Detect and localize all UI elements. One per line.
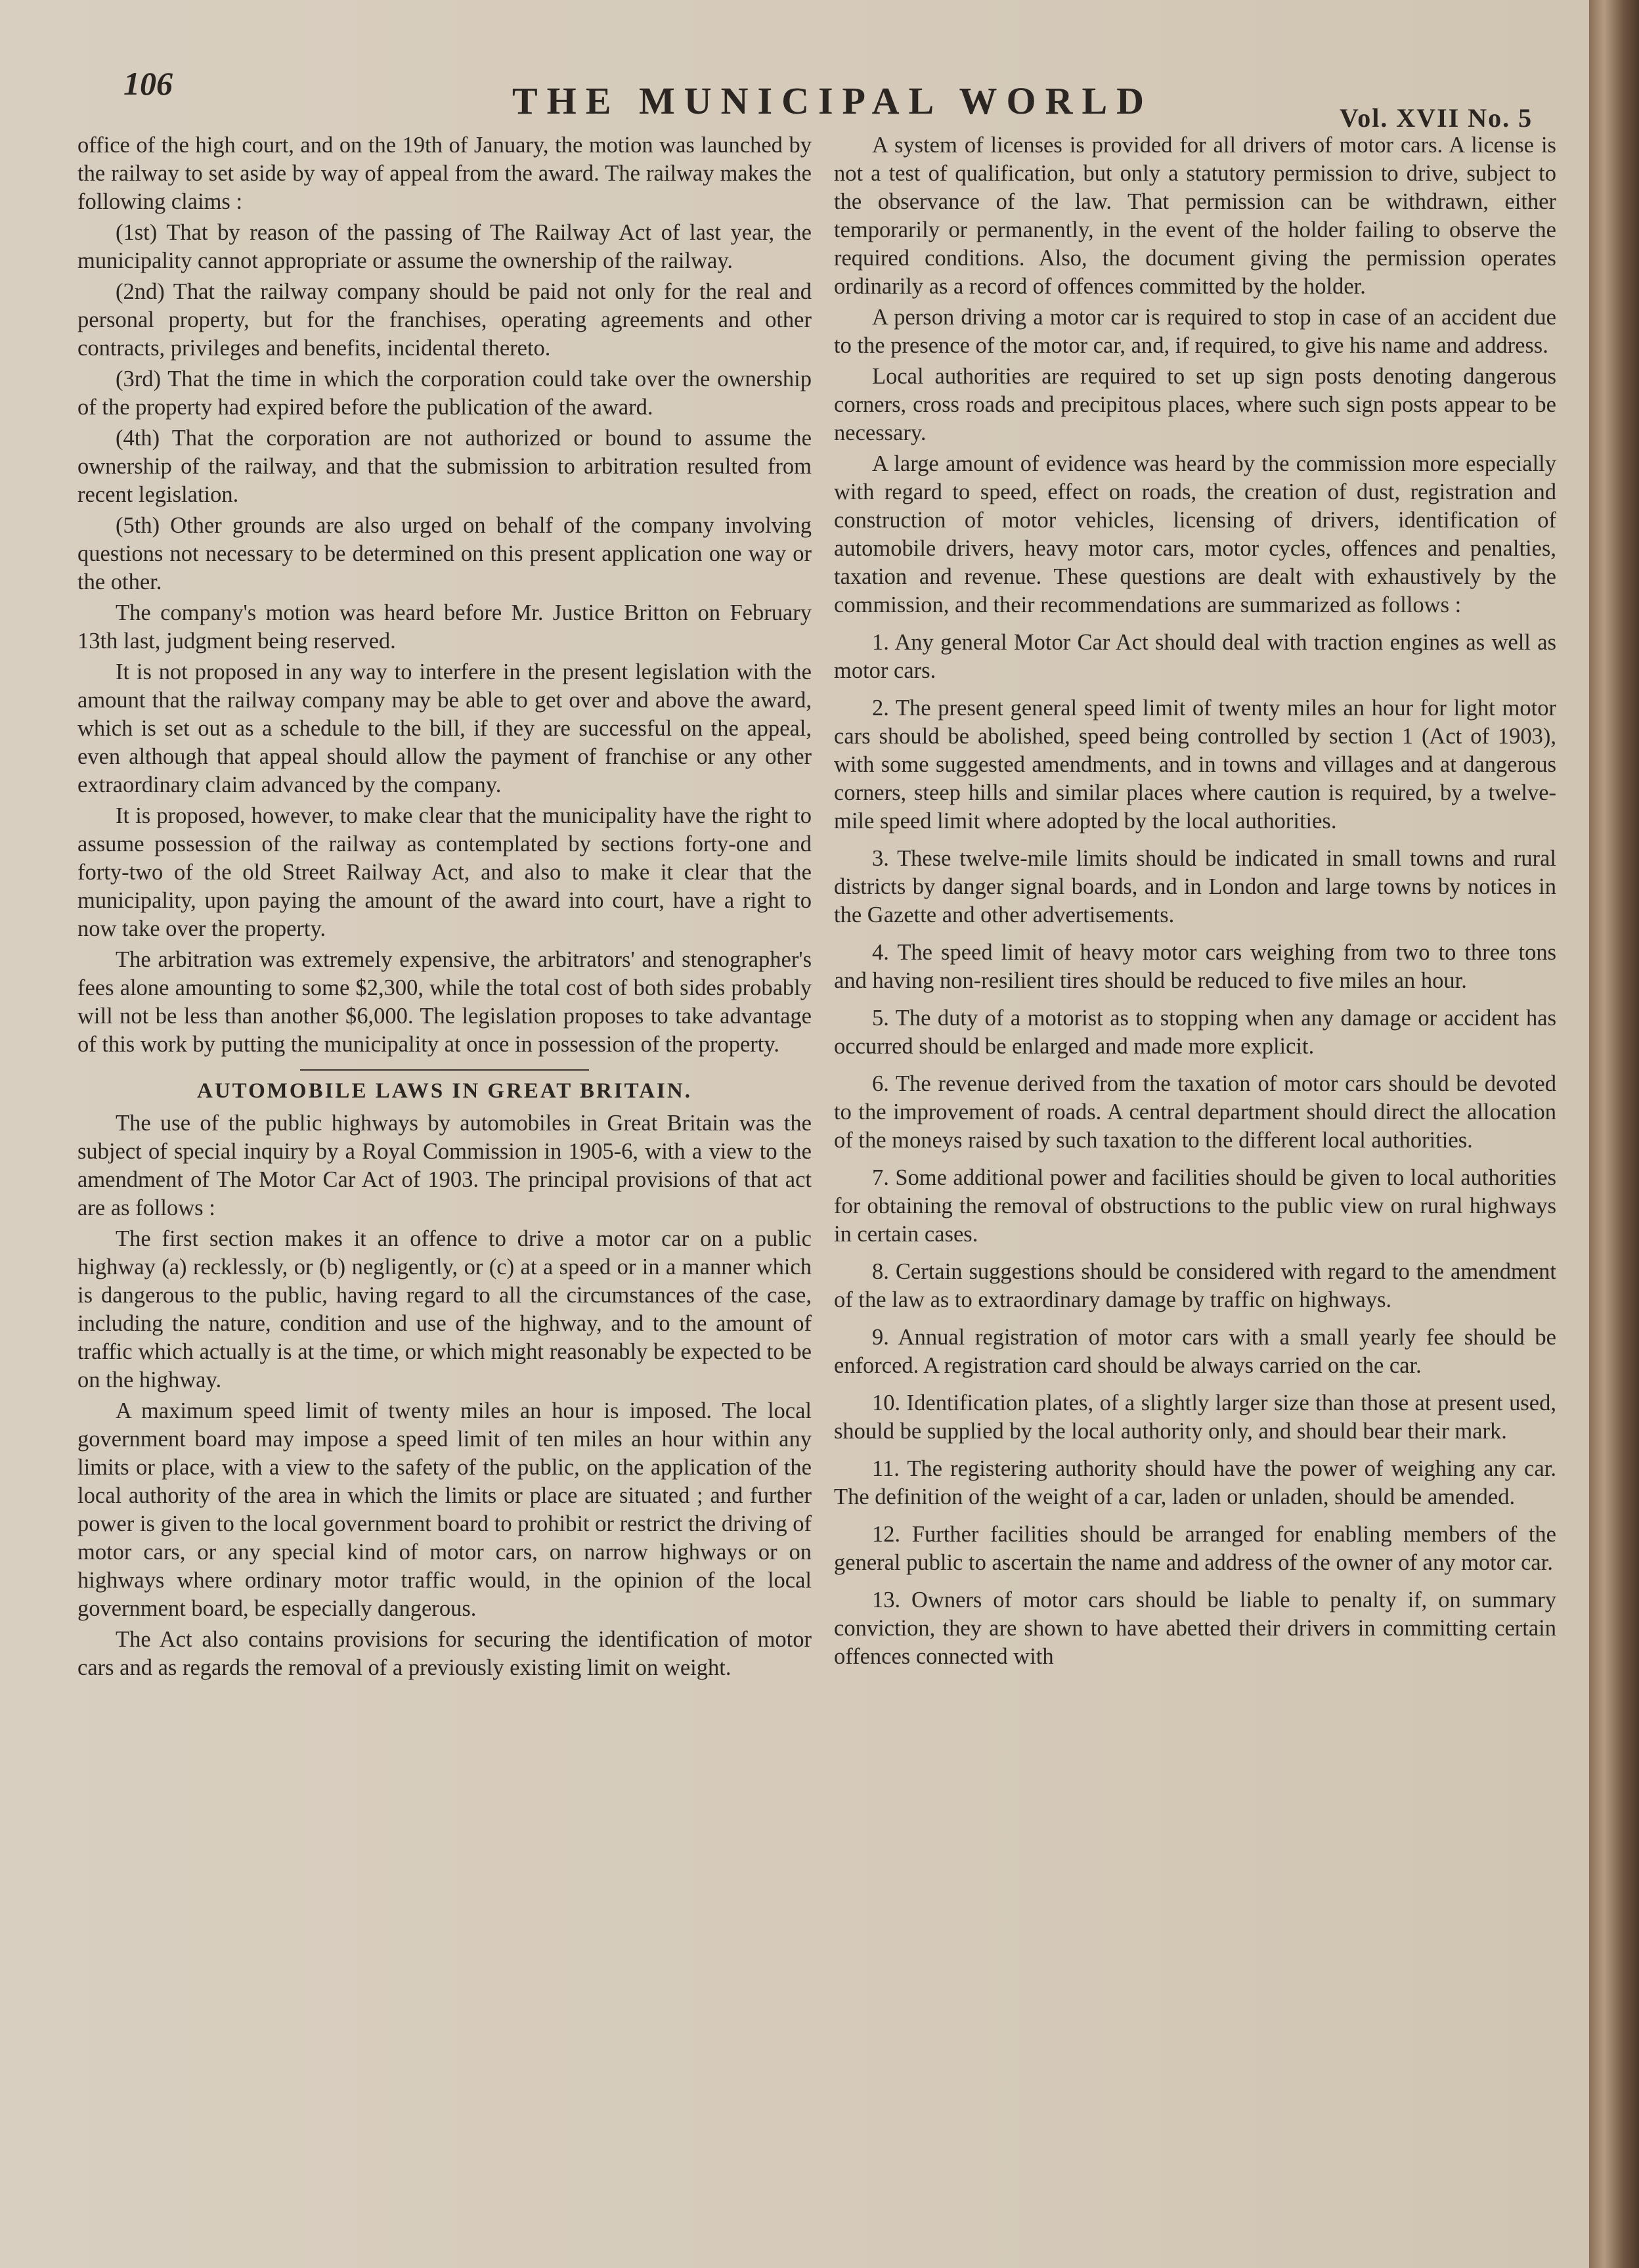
recommendation-item: 4. The speed limit of heavy motor cars weighing from two to three tons and having non-resilient tires should be reduced to five miles an hour.: [834, 940, 1556, 993]
paragraph: It is proposed, however, to make clear that the municipality have the right to assume possession of the railway as contemplated by sections forty-one and forty-two of the old Street Railway Act, and also to make it clear that the municipality, upon paying the amount of the award into court, have a right to now take over the property.: [77, 803, 812, 941]
paragraph: The Act also contains provisions for securing the identification of motor cars and as regards the removal of a previously existing limit on weight.: [77, 1627, 812, 1680]
paragraph: A person driving a motor car is required to stop in case of an accident due to the presence of the motor car, and, if required, to give his name and address.: [834, 305, 1556, 358]
recommendation-item: 10. Identification plates, of a slightly larger size than those at present used, should be supplied by the local authority only, and should bear their mark.: [834, 1390, 1556, 1444]
page-edge: [1589, 0, 1639, 2268]
paragraph: The company's motion was heard before Mr. Justice Britton on February 13th last, judgment being reserved.: [77, 600, 812, 654]
automobile-article: [77, 1109, 812, 1682]
recommendation-item: 7. Some additional power and facilities should be given to local authorities for obtaining the removal of obstructions to the public view on rural highways in certain cases.: [834, 1165, 1556, 1247]
paragraph: (1st) That by reason of the passing of The Railway Act of last year, the municipality cannot appropriate or assume the ownership of the railway.: [77, 220, 812, 273]
page-number: 106: [123, 65, 173, 102]
arbitration-article: [77, 131, 812, 1059]
paragraph: The arbitration was extremely expensive, the arbitrators' and stenographer's fees alone amounting to some $2,300, while the total cost of both sides probably will not be less than another $6,000. The legislation proposes to take advantage of this work by putting the municipality at once in possession of the property.: [77, 947, 812, 1057]
recommendation-item: 8. Certain suggestions should be considered with regard to the amendment of the law as to extraordinary damage by traffic on highways.: [834, 1259, 1556, 1312]
paragraph: It is not proposed in any way to interfere in the present legislation with the amount that the railway company may be able to get over and above the award, which is set out as a schedule to the bill, if they are successful on the appeal, even although that appeal should allow the payment of franchise or any other extraordinary claim advanced by the company.: [77, 659, 812, 797]
recommendation-item: 5. The duty of a motorist as to stopping when any damage or accident has occurred should be enlarged and made more explicit.: [834, 1006, 1556, 1059]
volume-number: Vol. XVII No. 5: [1340, 103, 1533, 133]
recommendation-item: 6. The revenue derived from the taxation of motor cars should be devoted to the improvement of roads. A central department should direct the allocation of the moneys raised by such taxation to the different local authorities.: [834, 1071, 1556, 1153]
paragraph: Local authorities are required to set up sign posts denoting dangerous corners, cross roads and precipitous places, where such sign posts appear to be necessary.: [834, 364, 1556, 445]
journal-title: THE MUNICIPAL WORLD: [512, 79, 1154, 122]
recommendation-item: 2. The present general speed limit of twenty miles an hour for light motor cars should be abolished, speed being controlled by section 1 (Act of 1903), with some suggested amendments, and in towns and villages and at dangerous corners, steep hills and similar places where caution is required, by a twelve-mile speed limit where adopted by the local authorities.: [834, 696, 1556, 834]
paragraph: office of the high court, and on the 19th of January, the motion was launched by the railway to set aside by way of appeal from the award. The railway makes the following claims :: [77, 133, 812, 214]
paragraph: (4th) That the corporation are not authorized or bound to assume the ownership of the railway, and that the submission to arbitration resulted from recent legislation.: [77, 426, 812, 507]
recommendation-item: 1. Any general Motor Car Act should deal with traction engines as well as motor cars.: [834, 630, 1556, 683]
section-heading: AUTOMOBILE LAWS IN GREAT BRITAIN.: [197, 1079, 692, 1103]
right-column: [834, 131, 1556, 1671]
paragraph: The first section makes it an offence to drive a motor car on a public highway (a) recklessly, or (b) negligently, or (c) at a speed or in a manner which is dangerous to the public, having regard to all the circumstances of the case, including the nature, condition and use of the highway, and to the amount of traffic which actually is at the time, or which might reasonably be expected to be on the highway.: [77, 1226, 812, 1392]
paragraph: (3rd) That the time in which the corporation could take over the ownership of the property had expired before the publication of the award.: [77, 367, 812, 420]
recommendation-item: 11. The registering authority should have the power of weighing any car. The definition of the weight of a car, laden or unladen, should be amended.: [834, 1456, 1556, 1509]
recommendations-list: [834, 629, 1556, 1671]
recommendation-item: 3. These twelve-mile limits should be indicated in small towns and rural districts by danger signal boards, and in London and large towns by notices in the Gazette and other advertisements.: [834, 846, 1556, 927]
left-column: [77, 131, 812, 1682]
paragraph: A system of licenses is provided for all drivers of motor cars. A license is not a test of qualification, but only a statutory permission to drive, subject to the observance of the law. That permission can be withdrawn, either temporarily or permanently, in the event of the holder failing to observe the required conditions. Also, the document giving the permission operates ordinarily as a record of offences committed by the holder.: [834, 133, 1556, 299]
recommendation-item: 9. Annual registration of motor cars with a small yearly fee should be enforced. A registration card should be always carried on the car.: [834, 1325, 1556, 1378]
section-divider: [300, 1069, 589, 1071]
paragraph: The use of the public highways by automobiles in Great Britain was the subject of special inquiry by a Royal Commission in 1905-6, with a view to the amendment of The Motor Car Act of 1903. The principal provisions of that act are as follows :: [77, 1111, 812, 1220]
paragraph: A maximum speed limit of twenty miles an hour is imposed. The local government board may impose a speed limit of ten miles an hour within any limits or place, with a view to the safety of the public, on the application of the local authority of the area in which the limits or place are situated ; and further power is given to the local government board to prohibit or restrict the driving of motor cars, or any special kind of motor cars, on narrow highways or on highways where ordinary motor traffic would, in the opinion of the local government board, be especially dangerous.: [77, 1398, 812, 1621]
recommendation-item: 12. Further facilities should be arranged for enabling members of the general public to ascertain the name and address of the owner of any motor car.: [834, 1522, 1556, 1575]
paragraph: (5th) Other grounds are also urged on behalf of the company involving questions not necessary to be determined on this present application one way or the other.: [77, 513, 812, 594]
paragraph: (2nd) That the railway company should be paid not only for the real and personal property, but for the franchises, operating agreements and other contracts, privileges and benefits, incidental thereto.: [77, 279, 812, 361]
paragraph: A large amount of evidence was heard by the commission more especially with regard to speed, effect on roads, the creation of dust, registration and construction of motor vehicles, licensing of drivers, identification of automobile drivers, heavy motor cars, motor cycles, offences and penalties, taxation and revenue. These questions are dealt with exhaustively by the commission, and their recommendations are summarized as follows :: [834, 451, 1556, 617]
recommendation-item: 13. Owners of motor cars should be liable to penalty if, on summary conviction, they are shown to have abetted their drivers in committing certain offences connected with: [834, 1588, 1556, 1669]
